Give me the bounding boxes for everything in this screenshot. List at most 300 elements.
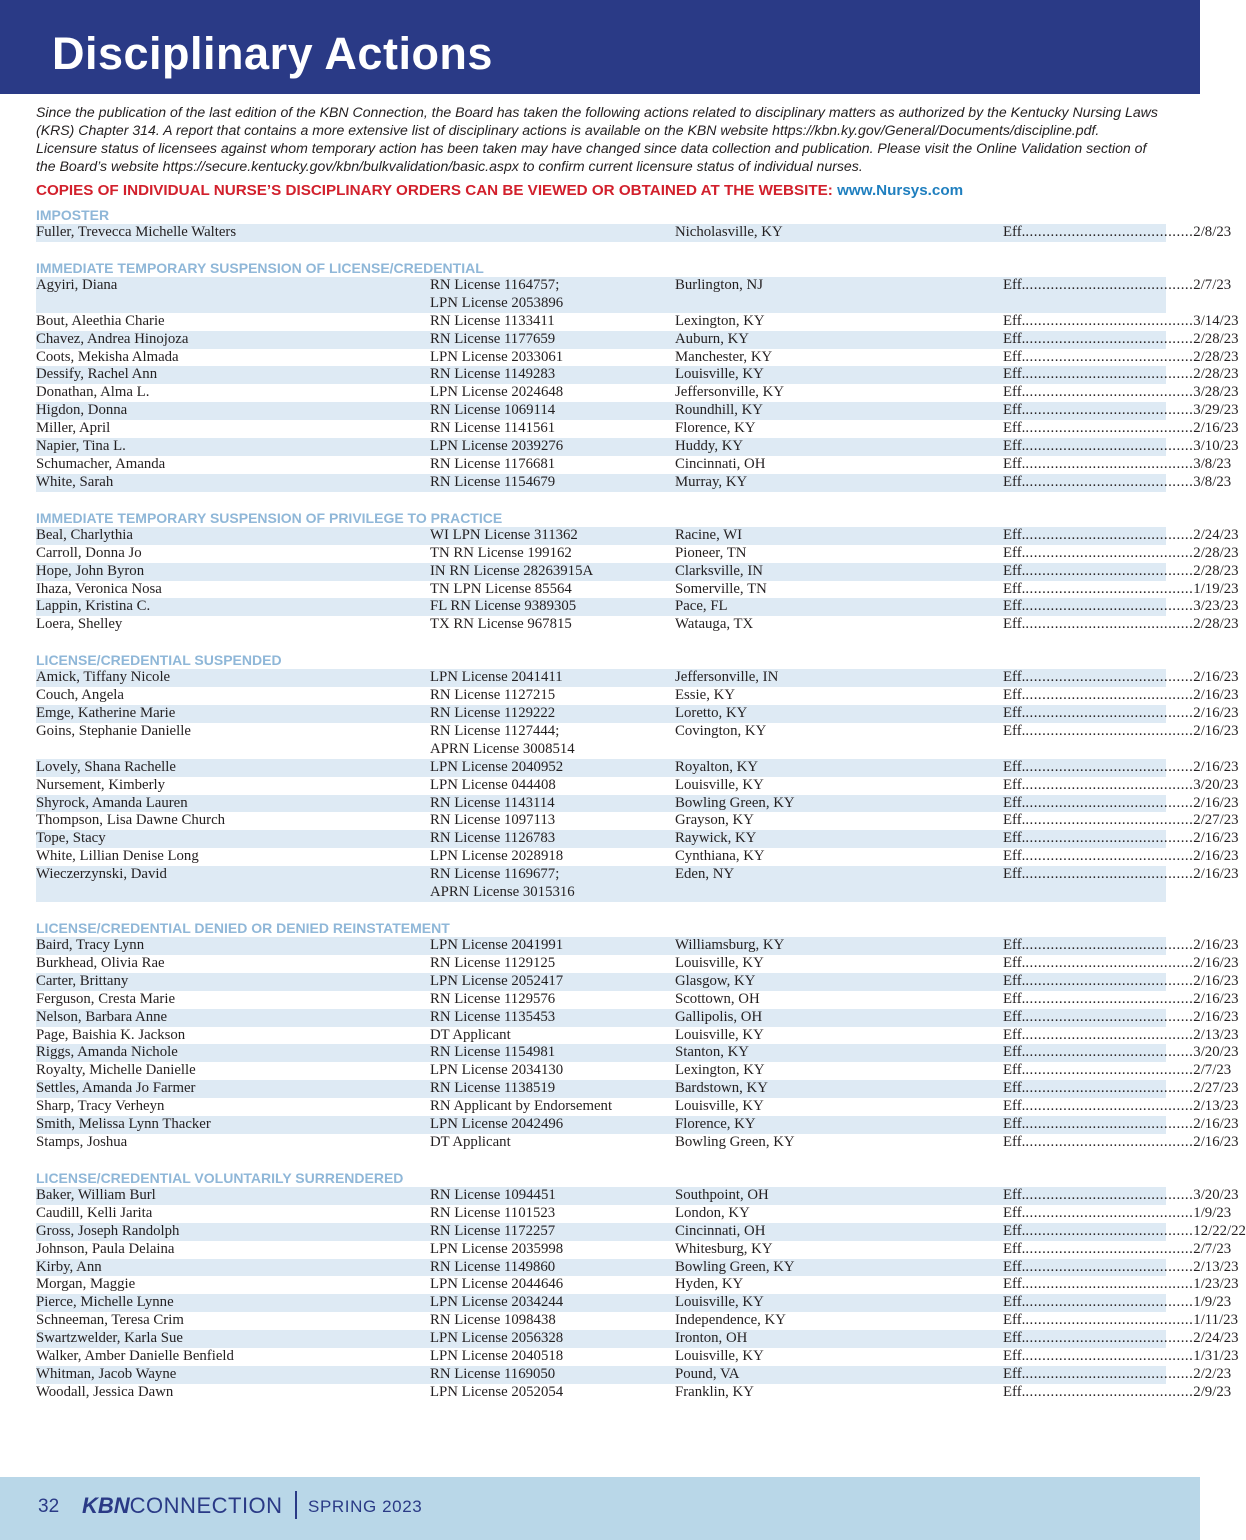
license-line: RN License 1176681: [430, 455, 556, 472]
dot-leader: ........................................: [1025, 990, 1194, 1007]
effective-label: Eff.: [1003, 1276, 1026, 1293]
licensee-name: Schumacher, Amanda: [36, 455, 166, 472]
license-line: RN License 1177659: [430, 330, 556, 347]
table-row: [36, 705, 1239, 723]
footer-divider: [295, 1491, 297, 1519]
license-info: [430, 973, 675, 991]
effective-date: [1003, 794, 1239, 813]
effective-date: [1003, 1276, 1239, 1294]
effective-label: Eff.: [1003, 580, 1026, 597]
license-info: [430, 1384, 675, 1402]
effective-date-value: 3/8/23: [1193, 455, 1232, 472]
license-info: [430, 563, 675, 581]
dot-leader: ........................................: [1025, 1383, 1194, 1400]
table-row: [36, 1383, 1232, 1402]
effective-label: Eff.: [1003, 1222, 1026, 1239]
effective-date-value: 1/11/23: [1193, 1312, 1238, 1329]
effective-label: Eff.: [1003, 1080, 1026, 1097]
effective-label: Eff.: [1003, 1383, 1026, 1400]
effective-date: [1003, 812, 1239, 830]
effective-date-value: 2/16/23: [1193, 1133, 1239, 1150]
licensee-location: Bardstown, KY: [675, 1080, 768, 1097]
effective-date: [1003, 580, 1239, 599]
effective-label: Eff.: [1003, 1204, 1026, 1221]
effective-date: [1003, 224, 1232, 242]
table-row: [36, 616, 1239, 634]
dot-leader: ........................................: [1025, 562, 1194, 579]
licensee-location: Loretto, KY: [675, 705, 748, 722]
effective-date-value: 2/16/23: [1193, 972, 1239, 989]
license-line: RN License 1133411: [430, 312, 555, 329]
effective-label: Eff.: [1003, 687, 1026, 704]
effective-label: Eff.: [1003, 812, 1026, 829]
license-info: [430, 598, 675, 616]
dot-leader: ........................................: [1025, 687, 1194, 704]
license-line: DT Applicant: [430, 1026, 511, 1043]
effective-date: [1003, 830, 1239, 848]
effective-label: Eff.: [1003, 598, 1026, 615]
effective-label: Eff.: [1003, 1240, 1026, 1257]
licensee-name: Sharp, Tracy Verheyn: [36, 1098, 165, 1115]
license-line: RN License 1169050: [430, 1365, 556, 1382]
effective-date-value: 2/24/23: [1193, 1330, 1239, 1347]
table-row: [36, 1080, 1239, 1098]
effective-date-value: 2/28/23: [1193, 562, 1239, 579]
dot-leader: ........................................: [1025, 1222, 1194, 1239]
license-info: [430, 1134, 675, 1152]
effective-date-value: 2/16/23: [1193, 954, 1239, 971]
licensee-location: Louisville, KY: [675, 1348, 764, 1365]
license-line: LPN License 2052417: [430, 972, 564, 989]
licensee-location: Lexington, KY: [675, 1062, 765, 1079]
license-line: RN License 1094451: [430, 1186, 556, 1203]
page-title: Disciplinary Actions: [52, 28, 493, 79]
effective-date: [1003, 1222, 1246, 1241]
dot-leader: ........................................: [1025, 312, 1194, 329]
licensee-location: Scottown, OH: [675, 990, 760, 1007]
effective-date-value: 2/2/23: [1193, 1365, 1232, 1382]
effective-date-value: 3/20/23: [1193, 776, 1239, 793]
effective-date-value: 1/19/23: [1193, 580, 1239, 597]
licensee-name: Couch, Angela: [36, 687, 124, 704]
effective-date: [1003, 420, 1239, 438]
notice-text: COPIES OF INDIVIDUAL NURSE’S DISCIPLINARY ORDERS CAN BE VIEWED OR OBTAINED AT THE WEBSITE:: [36, 182, 838, 199]
licensee-name: Nursement, Kimberly: [36, 776, 166, 793]
effective-date: [1003, 1186, 1239, 1205]
licensee-name: Goins, Stephanie Danielle: [36, 722, 191, 739]
licensee-location: Bowling Green, KY: [675, 1133, 795, 1150]
table-row: [36, 1312, 1238, 1330]
effective-date-value: 2/16/23: [1193, 990, 1239, 1007]
table-row: [36, 1348, 1239, 1366]
licensee-location: Louisville, KY: [675, 1026, 764, 1043]
effective-date-value: 2/27/23: [1193, 1080, 1239, 1097]
table-row: [36, 1240, 1232, 1259]
license-info: [430, 366, 675, 384]
publication-name-rest: CONNECTION: [129, 1493, 283, 1518]
dot-leader: ........................................: [1025, 384, 1194, 401]
effective-label: Eff.: [1003, 224, 1026, 240]
licensee-name: Morgan, Maggie: [36, 1276, 136, 1293]
license-info: [430, 937, 675, 955]
dot-leader: ........................................: [1025, 1026, 1194, 1043]
license-line: RN License 1127444;: [430, 722, 560, 739]
nursys-link[interactable]: www.Nursys.com: [837, 182, 964, 199]
licensee-name: Carter, Brittany: [36, 972, 129, 989]
effective-date-value: 2/16/23: [1193, 758, 1239, 775]
dot-leader: ........................................: [1025, 669, 1194, 686]
dot-leader: ........................................: [1025, 224, 1194, 240]
effective-date: [1003, 598, 1239, 616]
effective-date: [1003, 330, 1239, 349]
license-line: RN License 1126783: [430, 830, 556, 847]
effective-label: Eff.: [1003, 794, 1026, 811]
effective-date-value: 1/9/23: [1193, 1204, 1232, 1221]
licensee-location: Manchester, KY: [675, 348, 773, 365]
license-info: [430, 581, 675, 599]
effective-date: [1003, 562, 1239, 581]
effective-label: Eff.: [1003, 312, 1026, 329]
effective-date-value: 1/23/23: [1193, 1276, 1239, 1293]
licensee-location: Watauga, TX: [675, 616, 754, 633]
license-line: RN License 1129125: [430, 954, 556, 971]
effective-date-value: 2/16/23: [1193, 687, 1239, 704]
license-line: WI LPN License 311362: [430, 526, 578, 543]
effective-label: Eff.: [1003, 562, 1026, 579]
license-info: [430, 1080, 675, 1098]
license-line: RN License 1141561: [430, 420, 556, 437]
licensee-location: Huddy, KY: [675, 438, 744, 455]
licensee-name: Higdon, Donna: [36, 402, 128, 419]
nursys-notice: [36, 181, 1176, 201]
table-row: [36, 1365, 1232, 1384]
licensee-location: Raywick, KY: [675, 830, 757, 847]
effective-date-value: 1/31/23: [1193, 1348, 1239, 1365]
dot-leader: ........................................: [1025, 1044, 1194, 1061]
licensee-name: Miller, April: [36, 420, 111, 437]
license-line: LPN License 2034130: [430, 1062, 564, 1079]
effective-date: [1003, 276, 1232, 313]
table-row: [36, 1222, 1246, 1241]
license-info: [430, 1276, 675, 1294]
effective-date: [1003, 1312, 1238, 1330]
licensee-location: Eden, NY: [675, 866, 735, 883]
license-line: FL RN License 9389305: [430, 598, 577, 615]
licensee-location: Cincinnati, OH: [675, 455, 766, 472]
license-info: [430, 759, 675, 777]
licensee-name: Schneeman, Teresa Crim: [36, 1312, 184, 1329]
licensee-name: Napier, Tina L.: [36, 438, 126, 455]
effective-date: [1003, 848, 1239, 866]
table-row: [36, 1133, 1239, 1152]
dot-leader: ........................................: [1025, 794, 1194, 811]
effective-label: Eff.: [1003, 1044, 1026, 1061]
table-row: [36, 1008, 1239, 1027]
effective-label: Eff.: [1003, 348, 1026, 365]
license-line: RN License 1149860: [430, 1258, 556, 1275]
license-info: [430, 795, 675, 813]
license-info: [430, 830, 675, 848]
dot-leader: ........................................: [1025, 1062, 1194, 1079]
license-line: LPN License 2040952: [430, 758, 564, 775]
table-row: [36, 687, 1239, 705]
table-row: [36, 1098, 1239, 1116]
license-line: LPN License 2039276: [430, 438, 564, 455]
licensee-location: Glasgow, KY: [675, 972, 756, 989]
license-line: RN License 1172257: [430, 1222, 556, 1239]
effective-date-value: 2/24/23: [1193, 526, 1239, 543]
table-row: [36, 669, 1239, 687]
effective-date-value: 2/28/23: [1193, 330, 1239, 347]
effective-label: Eff.: [1003, 990, 1026, 1007]
dot-leader: ........................................: [1025, 1080, 1194, 1097]
license-info: [430, 955, 675, 973]
effective-date: [1003, 1116, 1239, 1134]
effective-date-value: 3/14/23: [1193, 312, 1239, 329]
effective-date: [1003, 455, 1232, 474]
licensee-location: Roundhill, KY: [675, 402, 763, 419]
effective-date: [1003, 616, 1239, 634]
effective-label: Eff.: [1003, 473, 1026, 490]
table-row: [36, 598, 1239, 616]
section: [36, 509, 1239, 634]
licensee-name: Smith, Melissa Lynn Thacker: [36, 1116, 211, 1133]
license-info: [430, 1044, 675, 1062]
licensee-name: Loera, Shelley: [36, 616, 123, 633]
effective-date-value: 2/16/23: [1193, 420, 1239, 437]
table-row: [36, 954, 1239, 973]
table-row: [36, 473, 1232, 492]
licensee-location: Florence, KY: [675, 420, 756, 437]
dot-leader: ........................................: [1025, 473, 1194, 490]
effective-label: Eff.: [1003, 526, 1026, 543]
issue-season: SPRING 2023: [308, 1497, 423, 1516]
table-row: [36, 1204, 1232, 1223]
effective-date: [1003, 1348, 1239, 1366]
effective-date: [1003, 1240, 1232, 1259]
licensee-name: Wieczerzynski, David: [36, 866, 167, 883]
licensee-name: Pierce, Michelle Lynne: [36, 1294, 174, 1311]
licensee-location: Bowling Green, KY: [675, 794, 795, 811]
effective-date-value: 2/16/23: [1193, 722, 1239, 739]
licensee-name: Ferguson, Cresta Marie: [36, 990, 176, 1007]
license-info: [430, 1187, 675, 1205]
license-line: TN LPN License 85564: [430, 580, 572, 597]
licensee-name: Baker, William Burl: [36, 1186, 156, 1203]
license-info: [430, 616, 675, 634]
table-row: [36, 438, 1239, 456]
effective-date: [1003, 1062, 1232, 1080]
effective-date: [1003, 954, 1239, 973]
dot-leader: ........................................: [1025, 1116, 1194, 1133]
dot-leader: ........................................: [1025, 438, 1194, 455]
license-line: LPN License 044408: [430, 776, 556, 793]
license-info: [430, 1116, 675, 1134]
section-title: LICENSE/CREDENTIAL DENIED OR DENIED REINSTATEMENT: [36, 920, 450, 936]
effective-date: [1003, 402, 1239, 420]
licensee-name: Chavez, Andrea Hinojoza: [36, 330, 189, 347]
licensee-name: Swartzwelder, Karla Sue: [36, 1330, 183, 1347]
table-row: [36, 1062, 1232, 1080]
license-info: [430, 420, 675, 438]
effective-date-value: 2/16/23: [1193, 669, 1239, 686]
licensee-name: Emge, Katherine Marie: [36, 705, 176, 722]
effective-label: Eff.: [1003, 848, 1026, 865]
effective-label: Eff.: [1003, 544, 1026, 561]
dot-leader: ........................................: [1025, 420, 1194, 437]
licensee-name: Ihaza, Veronica Nosa: [36, 580, 162, 597]
licensee-location: Royalton, KY: [675, 758, 759, 775]
license-line: RN Applicant by Endorsement: [430, 1098, 613, 1115]
licensee-location: Cincinnati, OH: [675, 1222, 766, 1239]
license-line: TN RN License 199162: [430, 544, 572, 561]
effective-date-value: 2/16/23: [1193, 866, 1239, 883]
license-info: [430, 1348, 675, 1366]
dot-leader: ........................................: [1025, 1258, 1194, 1275]
effective-date-value: 3/20/23: [1193, 1186, 1239, 1203]
license-line: RN License 1138519: [430, 1080, 556, 1097]
section-title: LICENSE/CREDENTIAL SUSPENDED: [36, 652, 282, 669]
licensee-location: Somerville, TN: [675, 580, 767, 597]
effective-date: [1003, 722, 1239, 759]
licensee-name: Stamps, Joshua: [36, 1133, 128, 1150]
dot-leader: ........................................: [1025, 937, 1194, 953]
table-row: [36, 722, 1239, 759]
effective-label: Eff.: [1003, 1008, 1026, 1025]
effective-label: Eff.: [1003, 776, 1026, 793]
effective-date-value: 2/28/23: [1193, 366, 1239, 383]
license-info: [430, 545, 675, 563]
license-line: RN License 1069114: [430, 402, 556, 419]
effective-date: [1003, 1008, 1239, 1027]
effective-date: [1003, 1330, 1239, 1348]
license-info: [430, 277, 675, 313]
license-line: LPN License 2053896: [430, 294, 564, 311]
effective-label: Eff.: [1003, 1062, 1026, 1079]
licensee-name: Bout, Aleethia Charie: [36, 312, 165, 329]
dot-leader: ........................................: [1025, 812, 1194, 829]
effective-label: Eff.: [1003, 616, 1026, 633]
dot-leader: ........................................: [1025, 526, 1194, 543]
license-line: LPN License 2041411: [430, 669, 563, 686]
effective-date: [1003, 526, 1239, 545]
license-info: [430, 1241, 675, 1259]
table-row: [36, 1186, 1239, 1205]
effective-date: [1003, 669, 1239, 687]
effective-date-value: 3/28/23: [1193, 384, 1239, 401]
disciplinary-actions-list: [36, 206, 1246, 1402]
dot-leader: ........................................: [1025, 1294, 1194, 1311]
effective-date: [1003, 1044, 1239, 1062]
section: [36, 651, 1239, 902]
dot-leader: ........................................: [1025, 402, 1194, 419]
table-row: [36, 366, 1239, 384]
effective-date: [1003, 1294, 1232, 1312]
table-row: [36, 776, 1239, 795]
licensee-name: Agyiri, Diana: [36, 276, 118, 293]
effective-date-value: 2/28/23: [1193, 348, 1239, 365]
section-title: IMMEDIATE TEMPORARY SUSPENSION OF PRIVILEGE TO PRACTICE: [36, 509, 503, 526]
effective-date: [1003, 384, 1239, 402]
effective-date: [1003, 312, 1239, 331]
license-line: LPN License 2041991: [430, 937, 564, 953]
dot-leader: ........................................: [1025, 598, 1194, 615]
effective-date: [1003, 1133, 1239, 1152]
effective-label: Eff.: [1003, 276, 1026, 293]
licensee-location: Franklin, KY: [675, 1383, 754, 1400]
licensee-name: Riggs, Amanda Nichole: [36, 1044, 178, 1061]
licensee-name: Donathan, Alma L.: [36, 384, 150, 401]
licensee-name: Baird, Tracy Lynn: [36, 937, 145, 953]
licensee-location: Lexington, KY: [675, 312, 765, 329]
table-row: [36, 1026, 1239, 1045]
effective-date-value: 2/13/23: [1193, 1098, 1239, 1115]
licensee-location: Clarksville, IN: [675, 562, 763, 579]
effective-date-value: 2/28/23: [1193, 544, 1239, 561]
licensee-location: Southpoint, OH: [675, 1186, 769, 1203]
license-info: [430, 991, 675, 1009]
effective-date-value: 2/16/23: [1193, 848, 1239, 865]
dot-leader: ........................................: [1025, 1008, 1194, 1025]
dot-leader: ........................................: [1025, 848, 1194, 865]
license-line: RN License 1169677;: [430, 866, 560, 883]
license-line: IN RN License 28263915A: [430, 562, 594, 579]
effective-date: [1003, 776, 1239, 795]
effective-label: Eff.: [1003, 705, 1026, 722]
licensee-location: Auburn, KY: [675, 330, 749, 347]
dot-leader: ........................................: [1025, 544, 1194, 561]
licensee-location: Covington, KY: [675, 722, 767, 739]
licensee-name: Fuller, Trevecca Michelle Walters: [36, 224, 237, 240]
table-row: [36, 312, 1239, 331]
dot-leader: ........................................: [1025, 1330, 1194, 1347]
licensee-location: Bowling Green, KY: [675, 1258, 795, 1275]
license-info: [430, 1366, 675, 1384]
section-title: IMMEDIATE TEMPORARY SUSPENSION OF LICENSE/CREDENTIAL: [36, 259, 484, 276]
licensee-name: Page, Baishia K. Jackson: [36, 1026, 186, 1043]
effective-label: Eff.: [1003, 1098, 1026, 1115]
licensee-name: Johnson, Paula Delaina: [36, 1240, 175, 1257]
dot-leader: ........................................: [1025, 972, 1194, 989]
table-row: [36, 348, 1239, 367]
effective-label: Eff.: [1003, 758, 1026, 775]
section: [36, 206, 1232, 242]
effective-date-value: 2/16/23: [1193, 1116, 1239, 1133]
publication-name-bold: KBN: [82, 1493, 130, 1518]
dot-leader: ........................................: [1025, 866, 1194, 883]
effective-date: [1003, 348, 1239, 367]
effective-label: Eff.: [1003, 384, 1026, 401]
effective-date-value: 3/29/23: [1193, 402, 1239, 419]
effective-date-value: 2/16/23: [1193, 1008, 1239, 1025]
effective-label: Eff.: [1003, 366, 1026, 383]
effective-label: Eff.: [1003, 830, 1026, 847]
effective-label: Eff.: [1003, 1116, 1026, 1133]
table-row: [36, 420, 1239, 438]
effective-label: Eff.: [1003, 402, 1026, 419]
effective-date-value: 2/16/23: [1193, 830, 1239, 847]
effective-label: Eff.: [1003, 1294, 1026, 1311]
dot-leader: ........................................: [1025, 1240, 1194, 1257]
effective-label: Eff.: [1003, 1330, 1026, 1347]
license-line: LPN License 2040518: [430, 1348, 564, 1365]
table-row: [36, 972, 1239, 991]
licensee-location: Pioneer, TN: [675, 544, 747, 561]
licensee-name: Royalty, Michelle Danielle: [36, 1062, 196, 1079]
effective-date-value: 3/8/23: [1193, 473, 1232, 490]
effective-date: [1003, 1204, 1232, 1223]
effective-label: Eff.: [1003, 455, 1026, 472]
